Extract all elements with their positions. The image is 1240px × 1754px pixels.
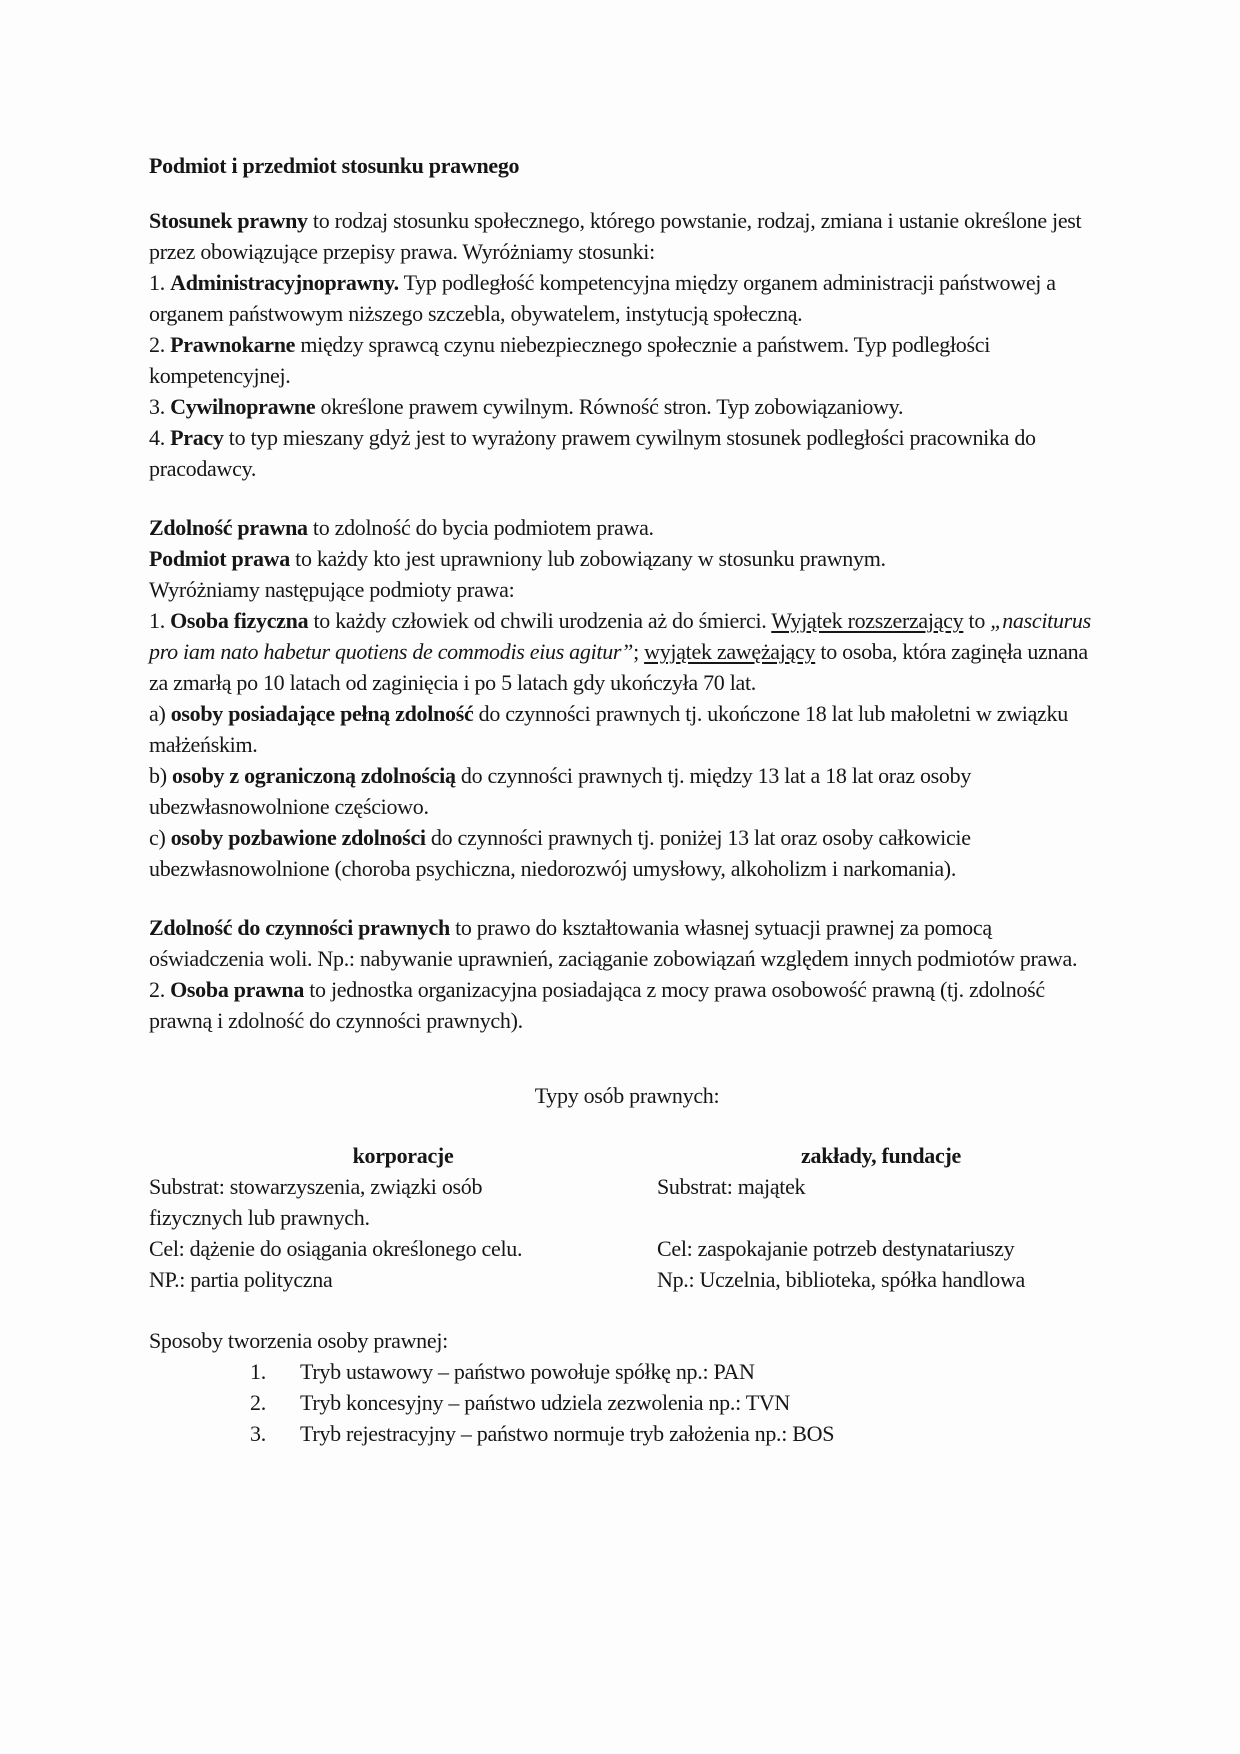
heading-sposoby-tworzenia: Sposoby tworzenia osoby prawnej: (149, 1328, 448, 1353)
item-text: Tryb rejestracyjny – państwo normuje tryb założenia np.: BOS (300, 1421, 835, 1446)
text-segment: określone prawem cywilnym. Równość stron. Typ zobowiązaniowy. (315, 394, 904, 419)
list-rodzaje-stosunkow (149, 267, 1105, 484)
term-pelna-zdolnosc: osoby posiadające pełną zdolność (170, 701, 474, 726)
item-letter: c) (149, 825, 171, 850)
term-zdolnosc-prawna: Zdolność prawna (149, 515, 308, 540)
list-item-administracyjnoprawny (149, 267, 1105, 329)
section-podmioty-prawa (149, 574, 1105, 884)
item-letter: b) (149, 763, 172, 788)
table-typy-osob-prawnych (149, 1140, 1105, 1295)
text-segment: do czynności prawnych tj. poniżej 13 lat oraz osoby całkowicie ubezwłasnowolnione (choroba psychiczna, niedorozwój umysłowy, alkoholizm i narkomania). (149, 825, 971, 881)
text-segment: do czynności prawnych tj. ukończone 18 lat lub małoletni w związku małżeńskim. (149, 701, 1068, 757)
section-sposoby-tworzenia (149, 1325, 1105, 1449)
list-item-prawnokarne (149, 329, 1105, 391)
list-item-pracy (149, 422, 1105, 484)
term-ograniczona-zdolnosc: osoby z ograniczoną zdolnością (171, 763, 456, 788)
paragraph-stosunek-prawny (149, 205, 1105, 267)
item-letter: a) (149, 701, 171, 726)
text-segment: to (963, 608, 991, 633)
text-segment: to każdy kto jest uprawniony lub zobowiązany w stosunku prawnym. (289, 546, 886, 571)
zaklady-substrat-line: Substrat: majątek (657, 1174, 806, 1199)
paragraph-osoba-fizyczna (149, 605, 1105, 698)
text-segment: do czynności prawnych tj. między 13 lat a 18 lat oraz osoby ubezwłasnowolnione częściowo. (149, 763, 972, 819)
latin-maxim-italic: „nasciturus pro iam nato habetur quotiens de commodis eius agitur” (149, 608, 1091, 664)
text-segment: to jednostka organizacyjna posiadająca z mocy prawa osobowość prawną (tj. zdolność prawną i zdolność do czynności prawnych). (149, 977, 1045, 1033)
column-korporacje (149, 1140, 657, 1295)
item-number: 1. (149, 270, 171, 295)
item-text: Tryb koncesyjny – państwo udziela zezwolenia np.: TVN (300, 1390, 791, 1415)
zaklady-przyklad-line: Np.: Uczelnia, biblioteka, spółka handlowa (657, 1267, 1026, 1292)
korporacje-przyklad-line: NP.: partia polityczna (149, 1267, 333, 1292)
paragraph-osoba-prawna (149, 974, 1105, 1036)
column-header-zaklady-fundacje: zakłady, fundacje (801, 1143, 961, 1168)
page-title: Podmiot i przedmiot stosunku prawnego (149, 153, 520, 178)
term-administracyjnoprawny: Administracyjnoprawny. (170, 270, 399, 295)
term-prawnokarne: Prawnokarne (170, 332, 296, 357)
text-segment: to typ mieszany gdyż jest to wyrażony prawem cywilnym stosunek podległości pracownika do pracodawcy. (149, 425, 1036, 481)
underlined-wyjatek-rozszerzajacy: Wyjątek rozszerzający (771, 608, 964, 633)
list-item-tryb-koncesyjny (250, 1387, 1105, 1418)
list-item-ograniczona-zdolnosc (149, 760, 1105, 822)
paragraph-podmiot-prawa (149, 543, 1105, 574)
item-number: 1. (149, 608, 171, 633)
item-number: 3. (250, 1421, 266, 1446)
text-segment: między sprawcą czynu niebezpiecznego społecznie a państwem. Typ podległości kompetencyjnej. (149, 332, 991, 388)
korporacje-substrat-line: Substrat: stowarzyszenia, związki osób (149, 1174, 483, 1199)
text-segment: ; (633, 639, 645, 664)
text-segment: Typ podległość kompetencyjna między organem administracji państwowej a organem państwowym niższego szczebla, obywatelem, instytucją społeczną. (149, 270, 1056, 326)
list-item-pozbawione-zdolnosci (149, 822, 1105, 884)
paragraph-zdolnosc-prawna (149, 512, 1105, 543)
list-item-tryb-rejestracyjny (250, 1418, 1105, 1449)
zaklady-cel-line: Cel: zaspokajanie potrzeb destynatariuszy (657, 1236, 1015, 1261)
term-zdolnosc-do-czynnosci: Zdolność do czynności prawnych (149, 915, 450, 940)
item-number: 4. (149, 425, 171, 450)
list-item-tryb-ustawowy (250, 1356, 1105, 1387)
item-number: 2. (149, 332, 171, 357)
underlined-wyjatek-zawezajacy: wyjątek zawężający (644, 639, 816, 664)
item-number: 1. (250, 1359, 266, 1384)
item-number: 3. (149, 394, 171, 419)
text-segment: to osoba, która zaginęła uznana za zmarłą po 10 latach od zaginięcia i po 5 latach gdy ukończyła 70 lat. (149, 639, 1088, 695)
paragraph-zdolnosc-do-czynnosci (149, 912, 1105, 974)
text-segment: to każdy człowiek od chwili urodzenia aż do śmierci. (308, 608, 772, 633)
line-wyrozniamy: Wyróżniamy następujące podmioty prawa: (149, 577, 515, 602)
zaklady-empty-line (657, 1202, 1105, 1233)
list-item-pelna-zdolnosc (149, 698, 1105, 760)
term-pracy: Pracy (170, 425, 224, 450)
text-segment: to rodzaj stosunku społecznego, którego powstanie, rodzaj, zmiana i ustanie określone jest przez obowiązujące przepisy prawa. Wyróżniamy stosunki: (149, 208, 1082, 264)
korporacje-substrat-line2: fizycznych lub prawnych. (149, 1205, 370, 1230)
heading-typy-osob-prawnych: Typy osób prawnych: (534, 1083, 720, 1108)
term-pozbawione-zdolnosci: osoby pozbawione zdolności (170, 825, 426, 850)
text-segment: to zdolność do bycia podmiotem prawa. (307, 515, 654, 540)
term-osoba-fizyczna: Osoba fizyczna (170, 608, 309, 633)
list-sposoby-tworzenia (149, 1356, 1105, 1449)
item-text: Tryb ustawowy – państwo powołuje spółkę np.: PAN (300, 1359, 755, 1384)
term-podmiot-prawa: Podmiot prawa (149, 546, 290, 571)
list-item-cywilnoprawne (149, 391, 1105, 422)
item-number: 2. (149, 977, 171, 1002)
term-stosunek-prawny: Stosunek prawny (149, 208, 308, 233)
column-header-korporacje: korporacje (352, 1143, 454, 1168)
term-osoba-prawna: Osoba prawna (170, 977, 305, 1002)
item-number: 2. (250, 1390, 266, 1415)
text-segment: to prawo do kształtowania własnej sytuacji prawnej za pomocą oświadczenia woli. Np.: nabywanie uprawnień, zaciąganie zobowiązań względem innych podmiotów prawa. (149, 915, 1078, 971)
term-cywilnoprawne: Cywilnoprawne (170, 394, 316, 419)
column-zaklady-fundacje (657, 1140, 1105, 1295)
korporacje-cel-line: Cel: dążenie do osiągania określonego celu. (149, 1236, 523, 1261)
